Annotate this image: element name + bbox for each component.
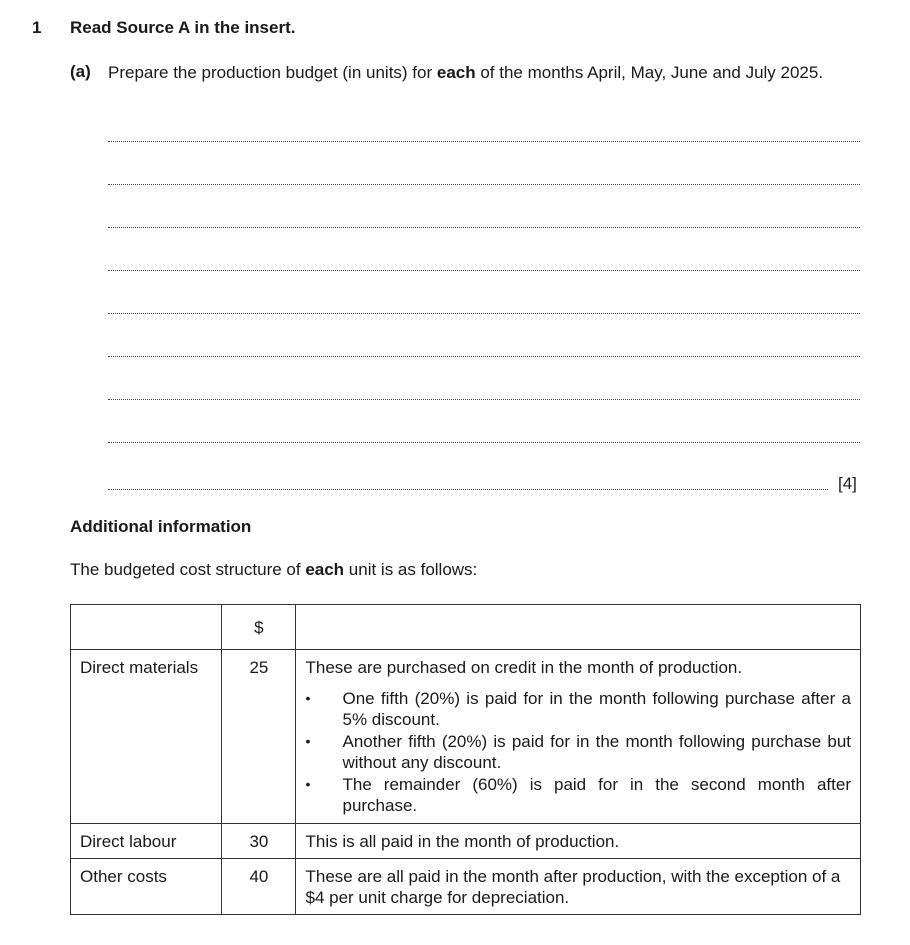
cost-description-text: These are purchased on credit in the month of production. [305,658,743,677]
table-header-row [71,605,861,650]
cost-structure-intro [70,560,477,580]
answer-line[interactable] [108,489,828,490]
part-label: (a) [70,62,91,81]
cost-amount: 40 [222,859,296,915]
part-a-text-after: of the months April, May, June and July 2025. [475,63,824,82]
marks-allocation: [4] [838,474,857,493]
cost-structure-table [70,604,861,915]
answer-line[interactable] [108,356,860,357]
list-item: • Another fifth (20%) is paid for in the month following purchase but without any discount. [305,731,851,773]
cost-item: Direct labour [71,824,222,859]
intro-text-before: The budgeted cost structure of [70,560,306,579]
additional-info-heading: Additional information [70,517,252,536]
payment-terms-list [305,688,851,816]
intro-text-bold: each [305,560,345,579]
intro-text-after: unit is as follows: [344,560,478,579]
part-a-text-bold: each [436,63,476,82]
cost-description: These are all paid in the month after production, with the exception of a $4 per unit charge for depreciation. [296,859,861,915]
table-row [71,824,861,859]
cost-item: Other costs [71,859,222,915]
question-title: Read Source A in the insert. [70,18,296,37]
answer-line[interactable] [108,313,860,314]
cost-description: This is all paid in the month of production. [296,824,861,859]
part-a-text-before: Prepare the production budget (in units) for [108,63,437,82]
cost-amount: 30 [222,824,296,859]
question-number: 1 [32,18,42,37]
list-item: • One fifth (20%) is paid for in the month following purchase after a 5% discount. [305,688,851,730]
answer-line[interactable] [108,442,860,443]
part-a-question [108,62,860,83]
table-row [71,859,861,915]
answer-line[interactable] [108,399,860,400]
answer-line[interactable] [108,227,860,228]
table-row [71,650,861,824]
header-description-cell [296,605,861,650]
answer-line[interactable] [108,270,860,271]
answer-line[interactable] [108,184,860,185]
header-currency: $ [222,605,296,650]
cost-item: Direct materials [71,650,222,824]
list-item: • The remainder (60%) is paid for in the second month after purchase. [305,774,851,816]
answer-line[interactable] [108,141,860,142]
cost-description [296,650,861,824]
header-item-cell [71,605,222,650]
cost-amount: 25 [222,650,296,824]
